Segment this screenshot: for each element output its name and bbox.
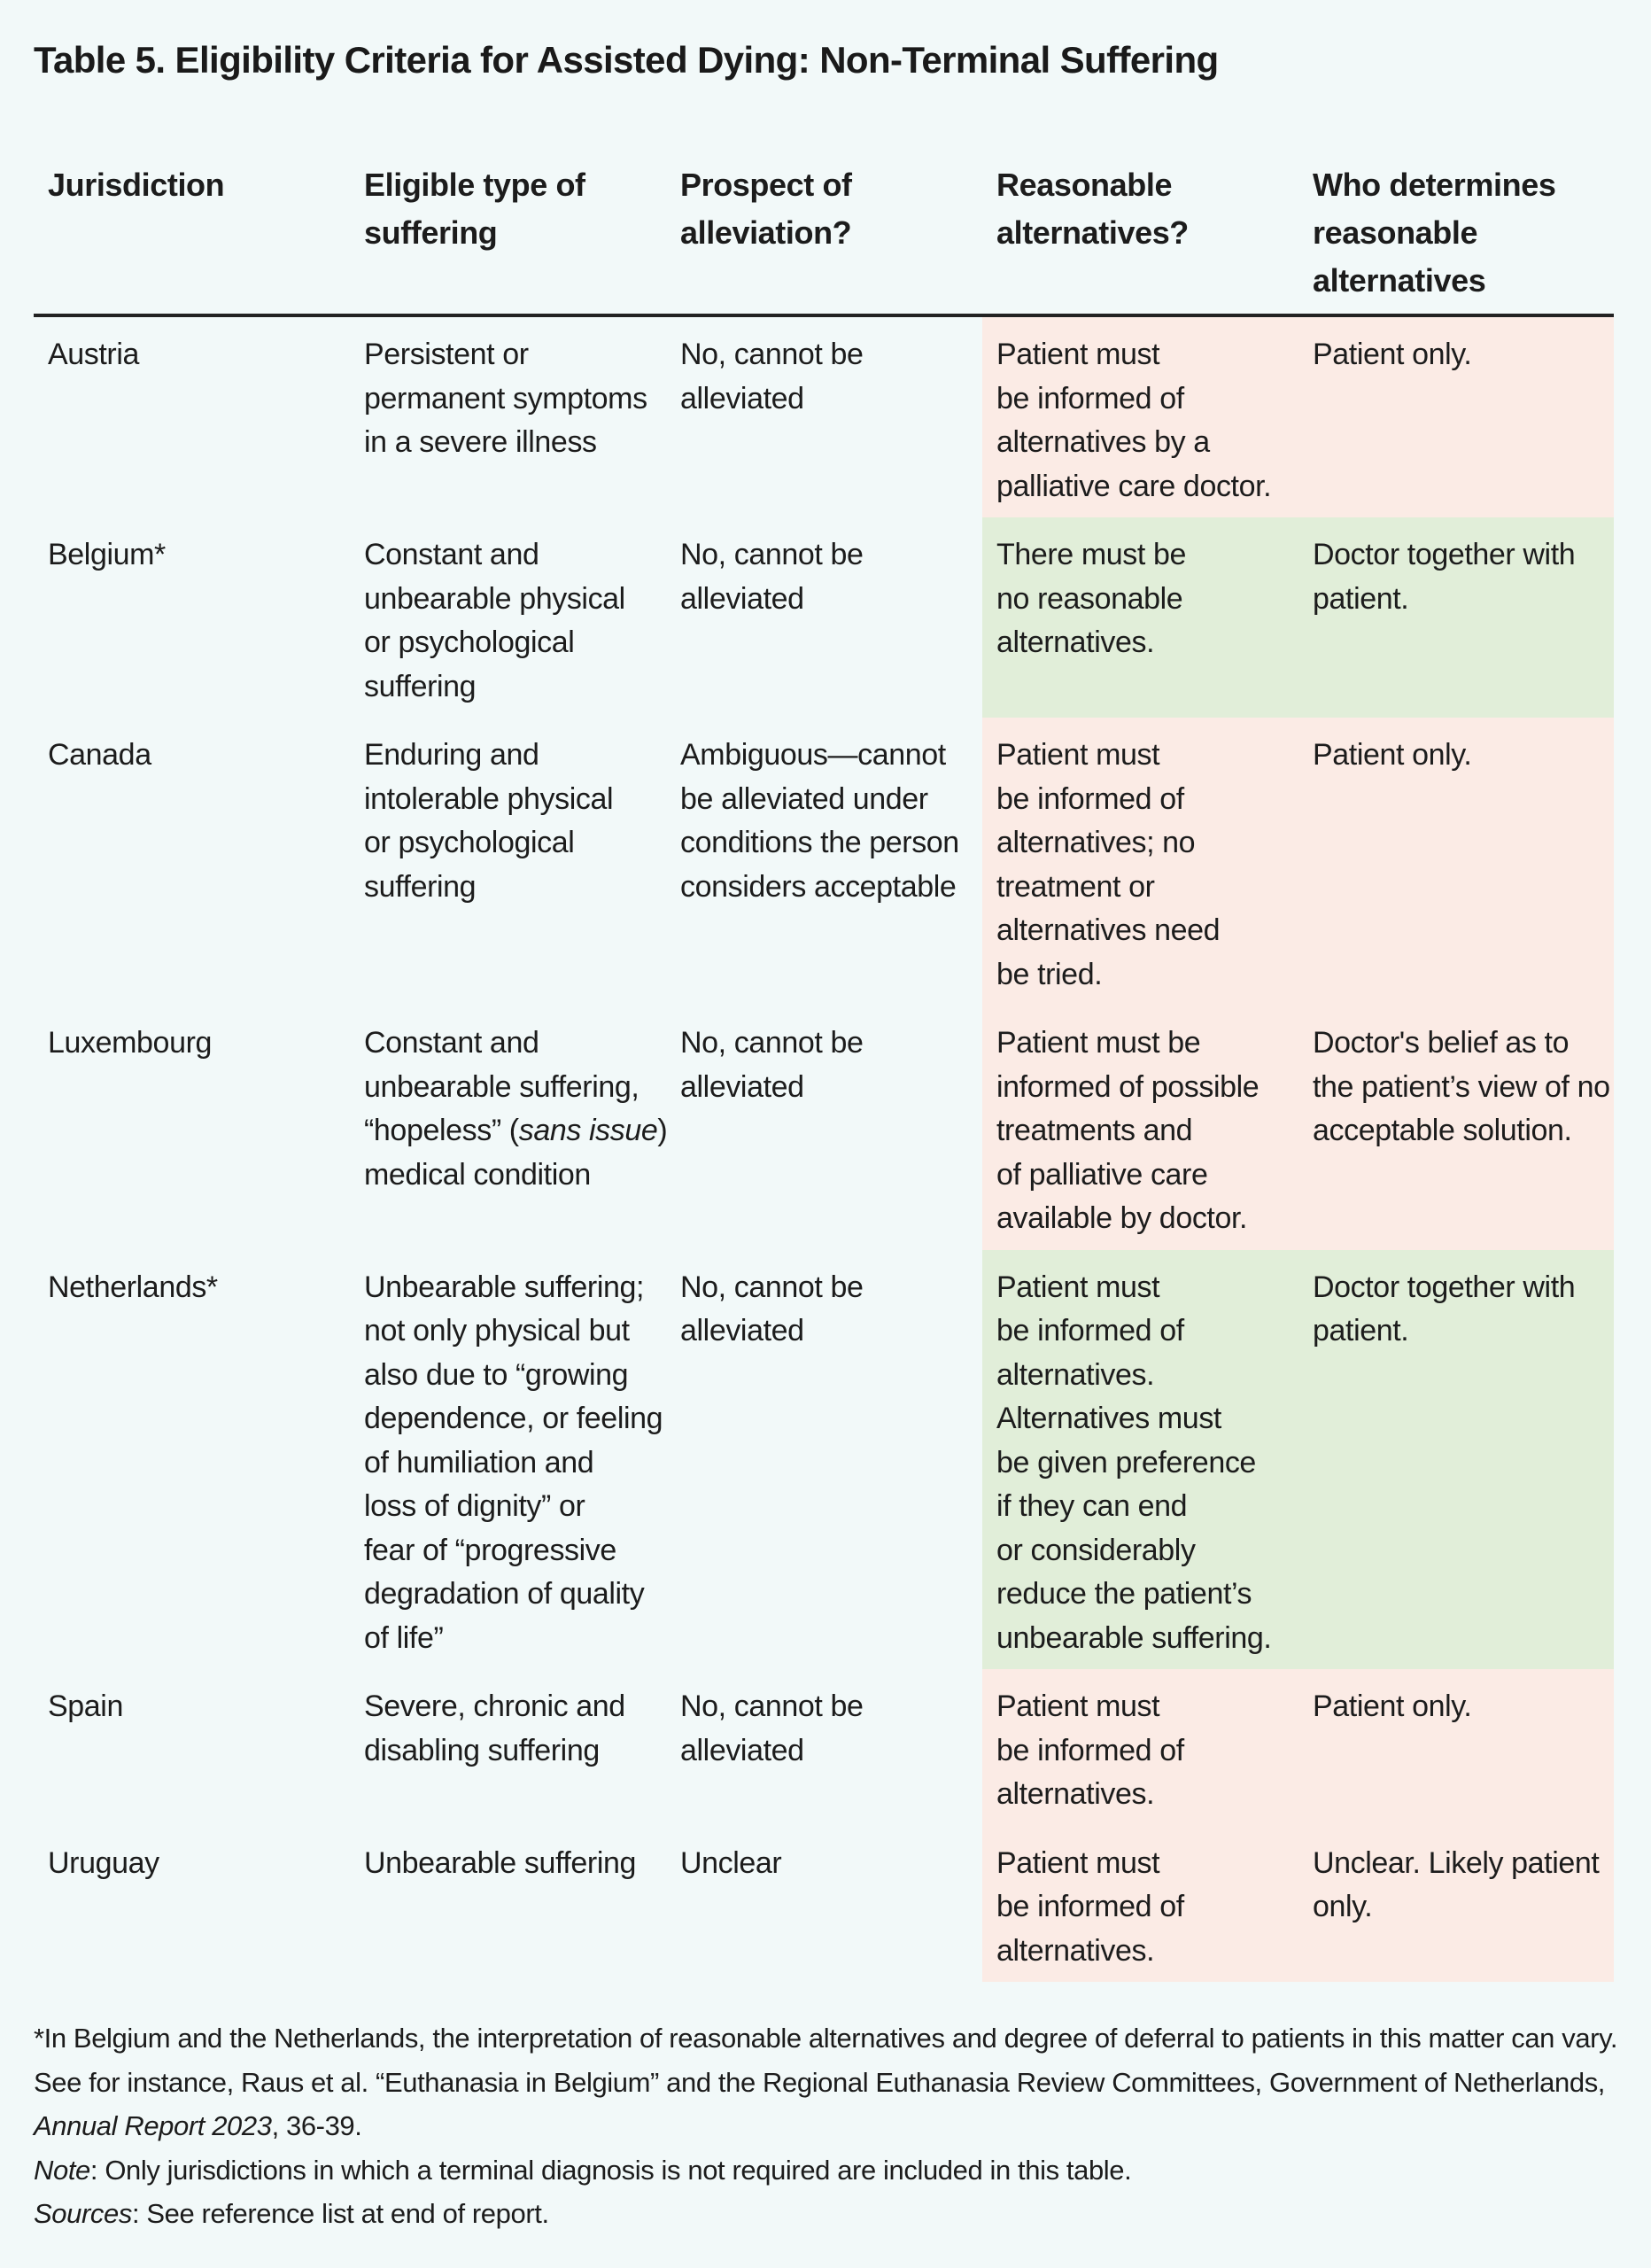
cell-line: No, cannot be [680,1270,864,1304]
cell-line: alleviated [680,1069,804,1104]
cell-line: be informed of [996,1314,1184,1348]
cell-line: patient. [1313,581,1409,616]
cell-line: disabling suffering [364,1733,600,1767]
cell-line: Doctor together with [1313,1270,1576,1304]
cell-who-determines [1298,1826,1614,1983]
cell-line: alleviated [680,381,804,416]
cell-line: the patient’s view of no [1313,1069,1610,1104]
cell-who-determines [1298,718,1614,1006]
cell-line: available by doctor. [996,1201,1248,1235]
cell-jurisdiction [34,315,350,517]
cell-line: suffering [364,669,477,703]
cell-eligible-suffering [350,1826,666,1983]
cell-who-determines [1298,1006,1614,1250]
cell-who-determines [1298,315,1614,517]
cell-line: suffering [364,869,477,904]
cell-jurisdiction [34,718,350,1006]
header-eligible-suffering [350,151,666,315]
header-reasonable-alternatives [982,151,1298,315]
cell-line: unbearable suffering, [364,1069,639,1104]
table-row [34,1669,1614,1826]
cell-line: Doctor together with [1313,538,1576,571]
footnote-tail: , 36-39. [271,2110,362,2141]
cell-line: Unbearable suffering; [364,1270,645,1304]
cell-line: considers acceptable [680,869,957,904]
header-line: Eligible type [364,167,547,203]
cell-eligible-suffering [350,718,666,1006]
cell-line: treatment or [996,869,1155,904]
cell-who-determines [1298,517,1614,718]
cell-line: be informed of [996,1890,1184,1923]
cell-line: Severe, chronic and [364,1689,625,1723]
cell-line: in a severe illness [364,425,597,459]
cell-line: Belgium* [48,538,166,571]
cell-line: No, cannot be [680,538,864,571]
cell-line: Patient only. [1313,338,1472,371]
table-body [34,315,1614,1982]
cell-line: Enduring and [364,738,539,772]
cell-line: Unclear. Likely patient [1313,1845,1600,1880]
table-row [34,517,1614,718]
cell-line: Unclear [680,1845,782,1880]
cell-line: or psychological [364,625,575,659]
cell-line: Luxembourg [48,1026,213,1060]
cell-line: Ambiguous—cannot [680,738,946,772]
cell-line: Patient must [996,1270,1160,1304]
cell-line: degradation of quality [364,1577,645,1611]
cell-line: alternatives; no [996,826,1196,859]
cell-reasonable-alternatives [982,1826,1298,1983]
cell-line: Netherlands* [48,1270,218,1304]
cell-line: No, cannot be [680,1026,864,1060]
cell-who-determines [1298,1669,1614,1826]
cell-eligible-suffering [350,315,666,517]
cell-reasonable-alternatives [982,315,1298,517]
cell-line: Patient must [996,1845,1160,1880]
footnote-text: *In Belgium and the Netherlands, the interpretation of reasonable alternatives and degree of deferral to patients in this matter can vary. See for instance, Raus et al. “Euthanasia in Belgium” and the Regional Euthanasia Review Committees, Government of Netherlands, [34,2023,1618,2098]
cell-line: treatments and [996,1114,1193,1147]
cell-prospect-alleviation [666,1826,982,1983]
cell-line: only. [1313,1890,1373,1923]
header-line: Jurisdiction [48,167,225,203]
footnote-belgium-netherlands [34,2016,1619,2148]
footnote-italic-title: Annual Report 2023 [34,2110,272,2141]
cell-line: Persistent or [364,338,529,371]
cell-line: not only physical but [364,1314,630,1348]
cell-reasonable-alternatives [982,1669,1298,1826]
cell-prospect-alleviation [666,517,982,718]
cell-prospect-alleviation [666,1006,982,1250]
cell-line: also due to “growing [364,1357,629,1392]
cell-line: Unbearable suffering [364,1845,637,1880]
note-text: : Only jurisdictions in which a terminal diagnosis is not required are included in this table. [89,2154,1132,2186]
cell-line: alleviated [680,581,804,616]
header-line: alternatives? [996,214,1189,251]
cell-line: alternatives. [996,1933,1155,1968]
cell-line: Patient only. [1313,738,1472,772]
cell-line: Doctor's belief as to [1313,1026,1570,1060]
table-row [34,1006,1614,1250]
cell-jurisdiction [34,1826,350,1983]
footnotes [34,2016,1619,2236]
cell-line: permanent symptoms [364,381,647,416]
cell-line: Patient must [996,1689,1160,1723]
cell-line: Patient must [996,338,1160,371]
cell-line: of palliative care [996,1157,1208,1192]
header-line: alleviation? [680,214,852,251]
table-row [34,718,1614,1006]
table-row [34,1826,1614,1983]
cell-line: unbearable physical [364,581,625,616]
cell-line: medical condition [364,1157,591,1192]
cell-reasonable-alternatives [982,517,1298,718]
cell-line: Patient only. [1313,1689,1472,1723]
cell-line: alternatives by a [996,425,1210,459]
cell-line: alternatives. [996,1777,1155,1811]
table-header [34,151,1614,315]
cell-line: Patient must be [996,1026,1201,1060]
header-line: Who determines [1313,167,1556,203]
cell-line: Canada [48,738,151,772]
cell-line: reduce the patient’s [996,1577,1252,1611]
cell-line: be tried. [996,957,1103,991]
cell-line: dependence, or feeling [364,1402,663,1435]
cell-line: “hopeless” (sans issue) [364,1114,668,1147]
cell-line: acceptable solution. [1313,1114,1572,1147]
cell-line: palliative care doctor. [996,469,1272,503]
cell-line: informed of possible [996,1069,1260,1104]
cell-line: No, cannot be [680,1689,864,1723]
cell-reasonable-alternatives [982,1006,1298,1250]
cell-line: conditions the person [680,826,959,859]
cell-reasonable-alternatives [982,718,1298,1006]
cell-line: Spain [48,1689,123,1723]
cell-line: no reasonable [996,581,1183,616]
cell-line: fear of “progressive [364,1533,616,1567]
cell-line: Constant and [364,538,539,571]
cell-line: be informed of [996,781,1184,816]
header-line: reasonable [1313,214,1478,251]
sources-label: Sources [34,2198,132,2229]
header-prospect-alleviation [666,151,982,315]
cell-line: or psychological [364,826,575,859]
header-row [34,151,1614,315]
cell-line: if they can end [996,1489,1188,1523]
cell-eligible-suffering [350,517,666,718]
cell-line: alleviated [680,1733,804,1767]
cell-prospect-alleviation [666,718,982,1006]
cell-line: alleviated [680,1314,804,1348]
cell-line: Uruguay [48,1845,159,1880]
cell-line: be given preference [996,1445,1256,1480]
header-line: of suffering [364,167,585,251]
cell-prospect-alleviation [666,1669,982,1826]
cell-line: No, cannot be [680,338,864,371]
header-jurisdiction [34,151,350,315]
header-who-determines [1298,151,1614,315]
table-title: Table 5. Eligibility Criteria for Assisted Dying: Non-Terminal Suffering [34,39,1219,81]
cell-line: be alleviated under [680,781,928,816]
cell-eligible-suffering [350,1006,666,1250]
cell-jurisdiction [34,517,350,718]
cell-line: patient. [1313,1314,1409,1348]
cell-line: Patient must [996,738,1160,772]
footnote-sources [34,2192,1619,2236]
cell-prospect-alleviation [666,315,982,517]
cell-jurisdiction [34,1669,350,1826]
table-row [34,315,1614,517]
cell-line: loss of dignity” or [364,1489,585,1523]
sources-text: : See reference list at end of report. [131,2198,549,2229]
cell-who-determines [1298,1250,1614,1670]
cell-line: or considerably [996,1533,1196,1567]
cell-jurisdiction [34,1006,350,1250]
cell-line: alternatives. [996,1357,1155,1392]
cell-line: be informed of [996,1733,1184,1767]
cell-eligible-suffering [350,1250,666,1670]
cell-line: Alternatives must [996,1402,1221,1435]
table-row [34,1250,1614,1670]
cell-line: of humiliation and [364,1445,594,1480]
cell-line: There must be [996,538,1187,571]
cell-line: alternatives. [996,625,1155,659]
cell-line: of life” [364,1620,444,1655]
header-line: Reasonable [996,167,1173,203]
cell-line: Austria [48,338,140,371]
header-line: alternatives [1313,262,1486,299]
cell-line: intolerable physical [364,781,614,816]
cell-eligible-suffering [350,1669,666,1826]
cell-reasonable-alternatives [982,1250,1298,1670]
note-label: Note [34,2154,90,2186]
cell-jurisdiction [34,1250,350,1670]
cell-line: unbearable suffering. [996,1620,1272,1655]
footnote-note [34,2148,1619,2193]
cell-prospect-alleviation [666,1250,982,1670]
cell-line: be informed of [996,381,1184,416]
cell-line: Constant and [364,1026,539,1060]
cell-line: alternatives need [996,913,1221,947]
eligibility-table [34,151,1614,1982]
header-line: Prospect of [680,167,852,203]
